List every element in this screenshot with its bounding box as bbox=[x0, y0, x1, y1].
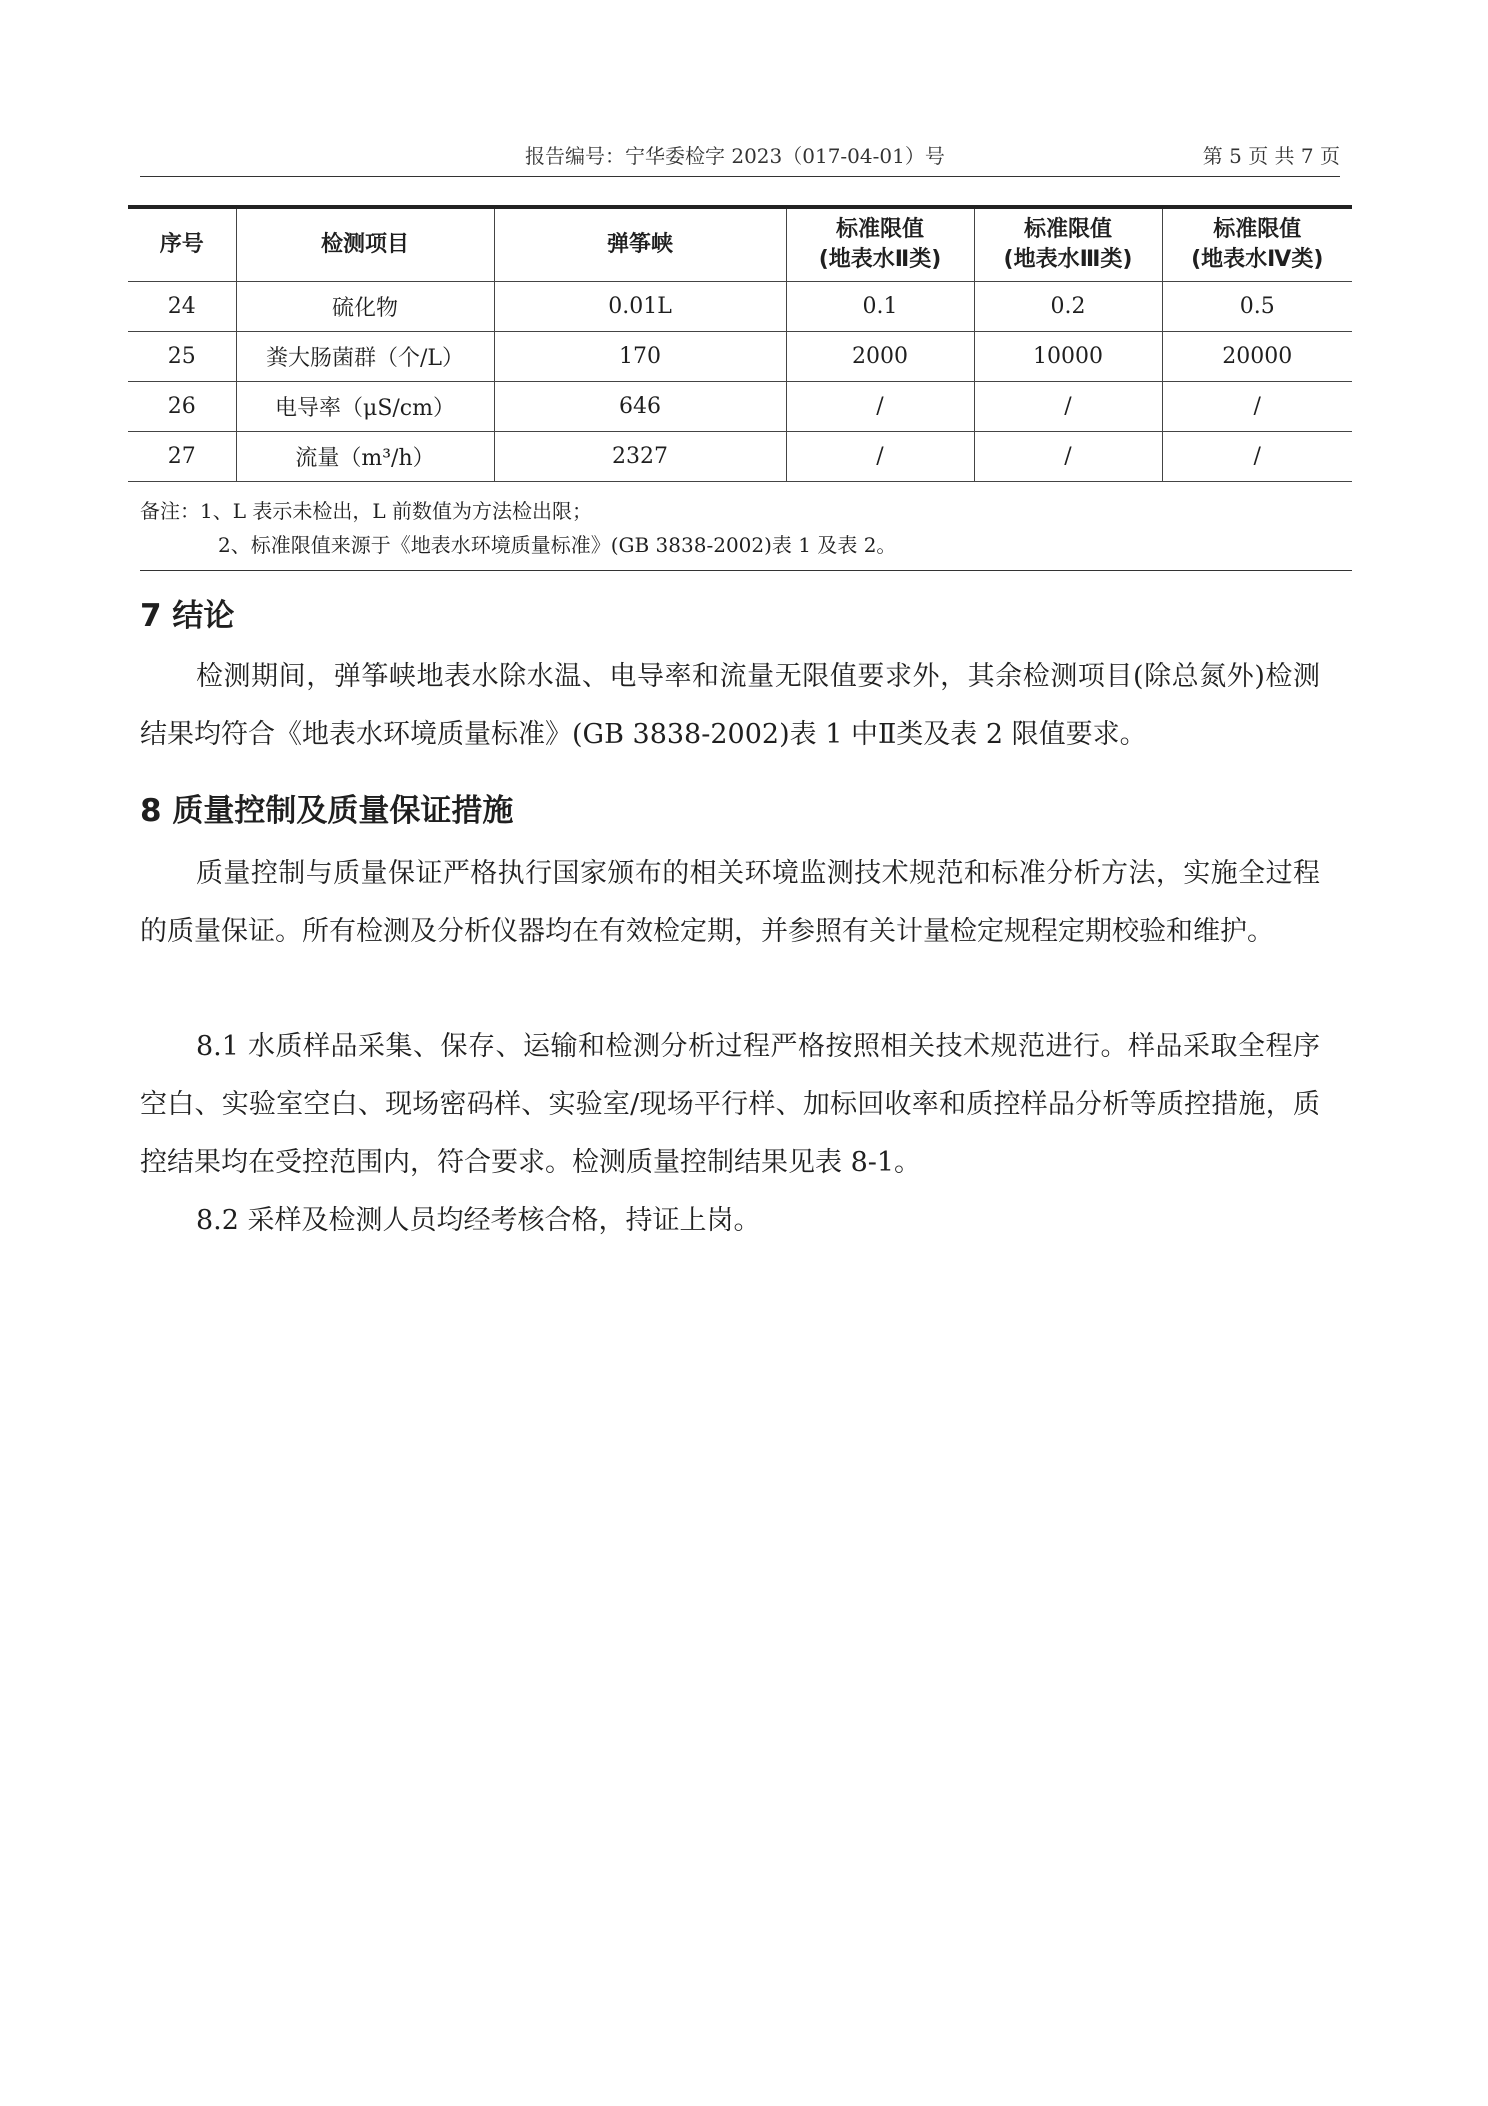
page-header bbox=[140, 136, 1340, 177]
col-header-std-class3 bbox=[974, 207, 1162, 282]
cell-seq: 25 bbox=[128, 332, 236, 382]
cell-std-class4: / bbox=[1162, 432, 1352, 482]
section-8-paragraph-1: 质量控制与质量保证严格执行国家颁布的相关环境监测技术规范和标准分析方法，实施全过程的质量保证。所有检测及分析仪器均在有效检定期，并参照有关计量检定规程定期校验和维护。 bbox=[140, 858, 1320, 947]
table-row bbox=[128, 282, 1352, 332]
cell-value: 2327 bbox=[494, 432, 786, 482]
cell-value: 646 bbox=[494, 382, 786, 432]
cell-std-class4: 20000 bbox=[1162, 332, 1352, 382]
note-line-2: 2、标准限值来源于《地表水环境质量标准》(GB 3838-2002)表 1 及表 2。 bbox=[218, 533, 897, 557]
page-number: 第 5 页 共 7 页 bbox=[1202, 144, 1340, 168]
col-header-std-class4-line1: 标准限值 bbox=[1213, 217, 1302, 242]
col-header-std-class3-line1: 标准限值 bbox=[1023, 217, 1112, 242]
col-header-seq: 序号 bbox=[128, 207, 236, 282]
cell-seq: 26 bbox=[128, 382, 236, 432]
cell-item: 粪大肠菌群（个/L） bbox=[236, 332, 494, 382]
cell-std-class3: / bbox=[974, 382, 1162, 432]
col-header-std-class4-line2: (地表水Ⅳ类) bbox=[1191, 247, 1324, 272]
cell-value: 170 bbox=[494, 332, 786, 382]
cell-std-class3: 0.2 bbox=[974, 282, 1162, 332]
cell-std-class2: 2000 bbox=[786, 332, 974, 382]
cell-std-class2: / bbox=[786, 382, 974, 432]
cell-seq: 27 bbox=[128, 432, 236, 482]
section-7-paragraph: 检测期间，弹筝峡地表水除水温、电导率和流量无限值要求外，其余检测项目(除总氮外)检测结果均符合《地表水环境质量标准》(GB 3838-2002)表 1 中Ⅱ类及表 2 限值要求。 bbox=[140, 661, 1320, 750]
report-number: 报告编号：宁华委检字 2023（017-04-01）号 bbox=[525, 144, 945, 168]
results-table bbox=[128, 205, 1352, 482]
cell-seq: 24 bbox=[128, 282, 236, 332]
col-header-site: 弹筝峡 bbox=[494, 207, 786, 282]
table-row bbox=[128, 432, 1352, 482]
cell-std-class2: 0.1 bbox=[786, 282, 974, 332]
section-8-title: 8 质量控制及质量保证措施 bbox=[140, 793, 514, 829]
col-header-std-class2-line2: (地表水Ⅱ类) bbox=[818, 247, 942, 272]
cell-std-class4: / bbox=[1162, 382, 1352, 432]
cell-std-class3: 10000 bbox=[974, 332, 1162, 382]
col-header-std-class2 bbox=[786, 207, 974, 282]
table-row bbox=[128, 382, 1352, 432]
section-8-paragraph-2: 8.1 水质样品采集、保存、运输和检测分析过程严格按照相关技术规范进行。样品采取全程序空白、实验室空白、现场密码样、实验室/现场平行样、加标回收率和质控样品分析等质控措施，质控结果均在受控范围内，符合要求。检测质量控制结果见表 8-1。 bbox=[140, 1031, 1320, 1178]
table-notes bbox=[140, 494, 1352, 571]
note-line-1: 备注：1、L 表示未检出，L 前数值为方法检出限； bbox=[140, 499, 593, 523]
cell-std-class4: 0.5 bbox=[1162, 282, 1352, 332]
col-header-std-class2-line1: 标准限值 bbox=[835, 217, 924, 242]
section-8-paragraph-3: 8.2 采样及检测人员均经考核合格，持证上岗。 bbox=[196, 1205, 761, 1236]
cell-std-class3: / bbox=[974, 432, 1162, 482]
col-header-item: 检测项目 bbox=[236, 207, 494, 282]
cell-item: 硫化物 bbox=[236, 282, 494, 332]
cell-item: 电导率（μS/cm） bbox=[236, 382, 494, 432]
col-header-std-class4 bbox=[1162, 207, 1352, 282]
section-7-title: 7 结论 bbox=[140, 598, 235, 634]
col-header-std-class3-line2: (地表水Ⅲ类) bbox=[1003, 247, 1133, 272]
cell-item: 流量（m³/h） bbox=[236, 432, 494, 482]
table-row bbox=[128, 332, 1352, 382]
table-header-row bbox=[128, 207, 1352, 282]
cell-std-class2: / bbox=[786, 432, 974, 482]
cell-value: 0.01L bbox=[494, 282, 786, 332]
